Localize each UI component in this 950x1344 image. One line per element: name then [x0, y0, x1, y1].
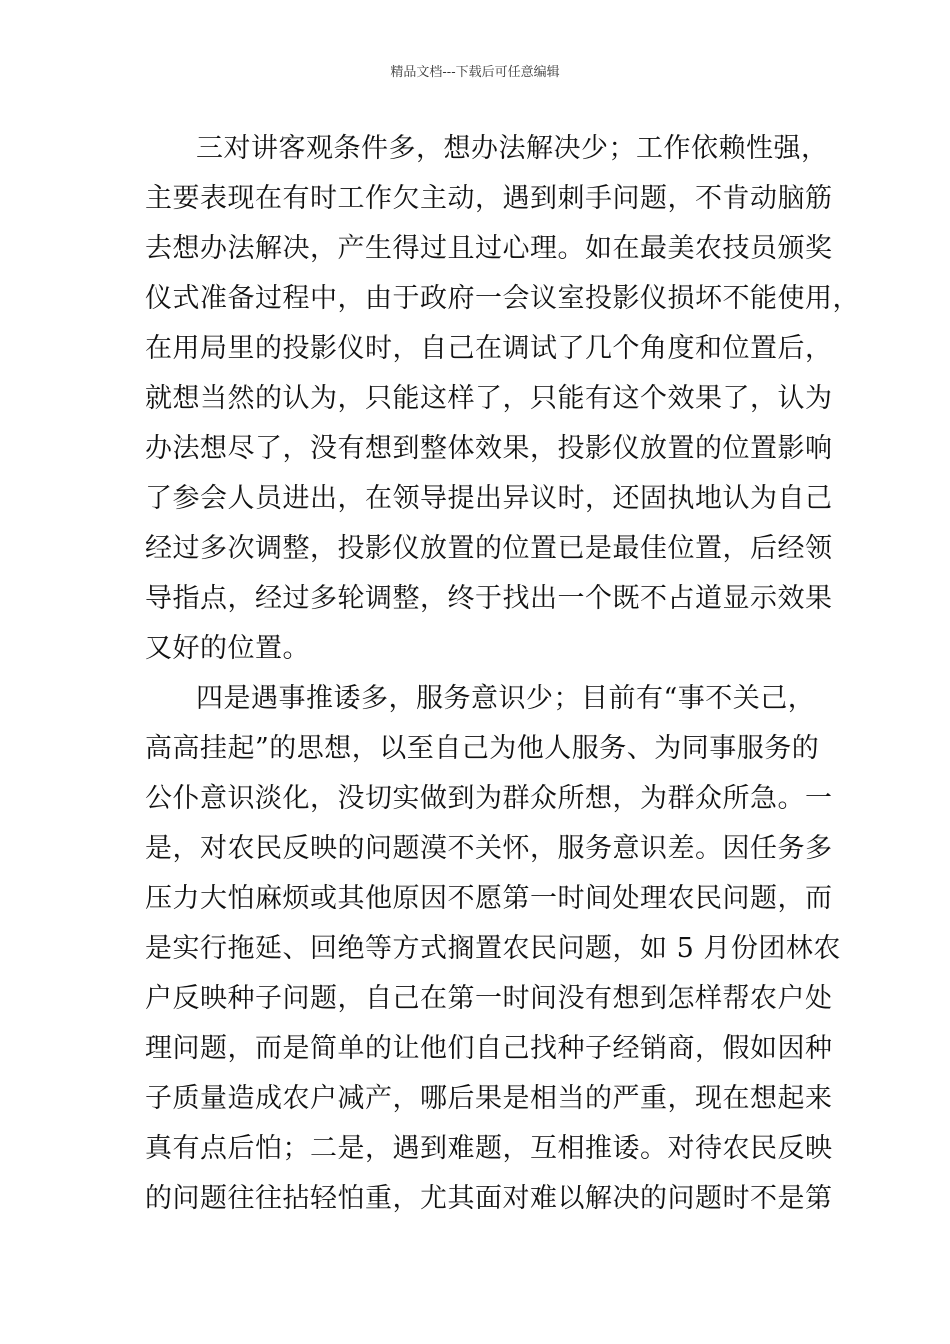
text-line: 理问题，而是简单的让他们自己找种子经销商，假如因种 [145, 1033, 833, 1064]
text-line: 了参会人员进出，在领导提出异议时，还固执地认为自己 [145, 483, 833, 514]
text-line: 办法想尽了，没有想到整体效果，投影仪放置的位置影响 [145, 433, 833, 464]
text-line: 导指点，经过多轮调整，终于找出一个既不占道显示效果 [145, 583, 833, 614]
text-line: 经过多次调整，投影仪放置的位置已是最佳位置，后经领 [145, 533, 833, 564]
text-line: 又好的位置。 [145, 633, 310, 664]
text-line: 真有点后怕；二是，遇到难题，互相推诿。对待农民反映 [145, 1133, 833, 1164]
text-line: 就想当然的认为，只能这样了，只能有这个效果了，认为 [145, 383, 833, 414]
text-line: 仪式准备过程中，由于政府一会议室投影仪损坏不能使用， [145, 283, 860, 314]
text-line: 子质量造成农户减产，哪后果是相当的严重，现在想起来 [145, 1083, 833, 1114]
page-header: 精品文档---下载后可任意编辑 [390, 65, 560, 80]
text-line: 三对讲客观条件多，想办法解决少；工作依赖性强， [196, 133, 829, 164]
text-line: 的问题往往拈轻怕重，尤其面对难以解决的问题时不是第 [145, 1183, 833, 1214]
text-line: 户反映种子问题，自己在第一时间没有想到怎样帮农户处 [145, 983, 833, 1014]
text-line: 高高挂起”的思想，以至自己为他人服务、为同事服务的 [145, 733, 820, 764]
text-line: 是，对农民反映的问题漠不关怀，服务意识差。因任务多 [145, 833, 833, 864]
text-line: 去想办法解决，产生得过且过心理。如在最美农技员颁奖 [145, 233, 833, 264]
text-line: 主要表现在有时工作欠主动，遇到刺手问题，不肯动脑筋 [145, 183, 833, 214]
text-line: 公仆意识淡化，没切实做到为群众所想，为群众所急。一 [145, 783, 833, 814]
text-line: 是实行拖延、回绝等方式搁置农民问题，如 5 月份团林农 [145, 933, 841, 964]
text-line: 在用局里的投影仪时，自己在调试了几个角度和位置后， [145, 333, 833, 364]
text-line: 四是遇事推诿多，服务意识少；目前有“事不关己， [196, 683, 816, 714]
text-line: 压力大怕麻烦或其他原因不愿第一时间处理农民问题，而 [145, 883, 833, 914]
